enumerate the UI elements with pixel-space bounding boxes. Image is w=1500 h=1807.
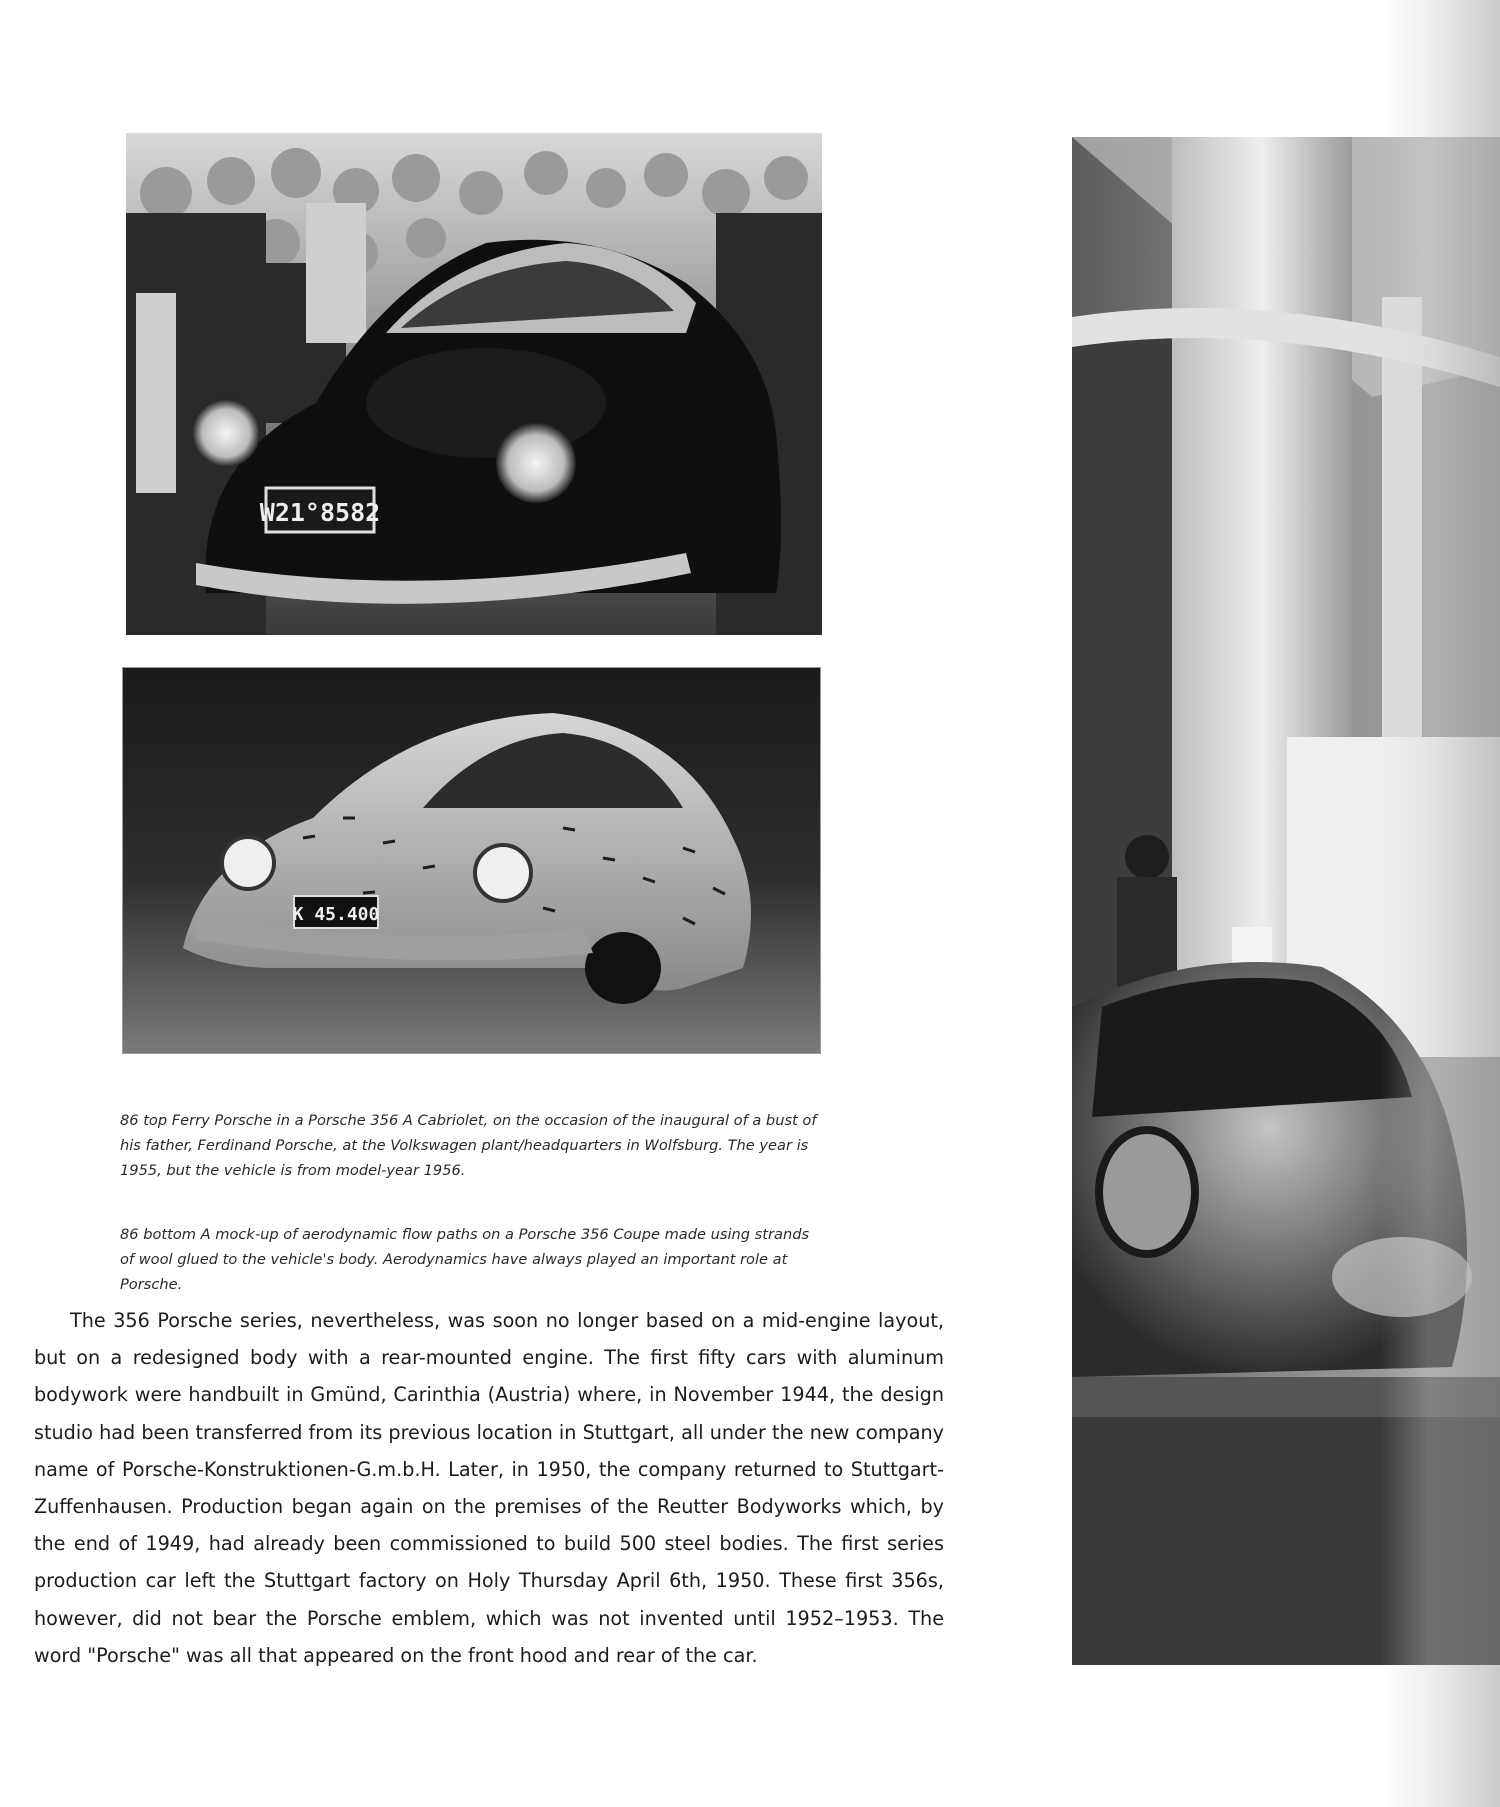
photo-356-coupe-aero-mockup xyxy=(122,667,821,1054)
photo-ferry-porsche-356a xyxy=(126,133,822,635)
body-paragraph: The 356 Porsche series, nevertheless, was soon no longer based on a mid-engine layout, but on a redesigned body with a rear-mounted engine. The first fifty cars with aluminum bodywork were handbuilt in Gmünd, Carinthia (Austria) where, in November 1944, the design studio had been transferred from its previous location in Stuttgart, all under the new company name of Porsche-Konstruktionen-G.m.b.H. Later, in 1950, the company returned to Stuttgart-Zuffenhausen. Production began again on the premises of the Reutter Bodyworks which, by the end of 1949, had already been commissioned to build 500 steel bodies. The first series production car left the Stuttgart factory on Holy Thursday April 6th, 1950. These first 356s, however, did not bear the Porsche emblem, which was not invented until 1952–1953. The word "Porsche" was all that appeared on the front hood and rear of the car. xyxy=(34,1309,944,1667)
crowd-car-illustration xyxy=(126,133,822,635)
photo-factory-car-body xyxy=(1072,137,1500,1665)
caption-86-bottom: 86 bottom A mock-up of aerodynamic flow paths on a Porsche 356 Coupe made using strands of wool glued to the vehicle's body. Aerodynamics have always played an important role at Porsche. xyxy=(120,1226,810,1293)
caption-86-top: 86 top Ferry Porsche in a Porsche 356 A Cabriolet, on the occasion of the inaugural of a bust of his father, Ferdinand Porsche, at the Volkswagen plant/headquarters in Wolfsburg. The year is 1955, but the vehicle is from model-year 1956. xyxy=(120,1112,817,1179)
aero-coupe-illustration xyxy=(123,668,820,1053)
license-plate-bottom: K 45.400 xyxy=(292,904,380,925)
factory-illustration xyxy=(1072,137,1500,1665)
license-plate-top: W21°8582 xyxy=(259,498,381,527)
